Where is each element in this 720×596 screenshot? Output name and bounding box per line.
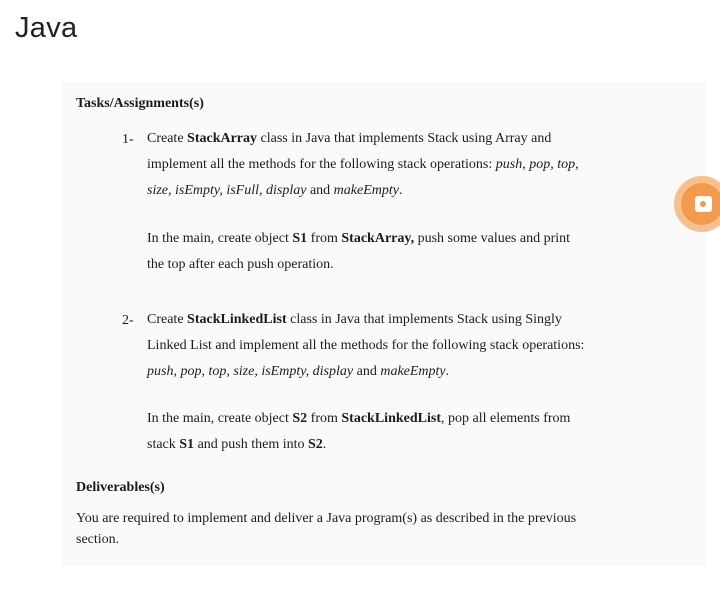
deliverables-line: section. (76, 532, 120, 547)
task-2-main-text (147, 406, 570, 458)
task-1-main-text (147, 226, 570, 278)
deliverables-heading: Deliverables(s) (76, 480, 165, 495)
deliverables-text (76, 508, 576, 550)
task-2-line: In the main, create object S2 from StackLinkedList, pop all elements from (147, 411, 571, 426)
task-2-line: stack S1 and push them into S2. (147, 437, 327, 452)
task-1-line: size, isEmpty, isFull, display and makeEmpty. (147, 183, 403, 198)
task-2-line: push, pop, top, size, isEmpty, display and makeEmpty. (147, 364, 450, 379)
tasks-heading: Tasks/Assignments(s) (76, 96, 204, 111)
task-1-line: implement all the methods for the following stack operations: push, pop, top, (147, 157, 579, 172)
page-title: Java (15, 12, 78, 44)
deliverables-line: You are required to implement and deliver a Java program(s) as described in the previous (76, 511, 577, 526)
task-1-number: 1- (122, 132, 134, 147)
task-1-line: In the main, create object S1 from StackArray, push some values and print (147, 231, 571, 246)
task-1-line: the top after each push operation. (147, 257, 334, 272)
task-2-text (147, 307, 584, 385)
camera-icon (695, 196, 712, 212)
task-1-text (147, 126, 579, 204)
task-1-line: Create StackArray class in Java that implements Stack using Array and (147, 131, 552, 146)
task-2-line: Linked List and implement all the methods for the following stack operations: (147, 338, 585, 353)
task-2-number: 2- (122, 313, 134, 328)
task-2-line: Create StackLinkedList class in Java that implements Stack using Singly (147, 312, 562, 327)
